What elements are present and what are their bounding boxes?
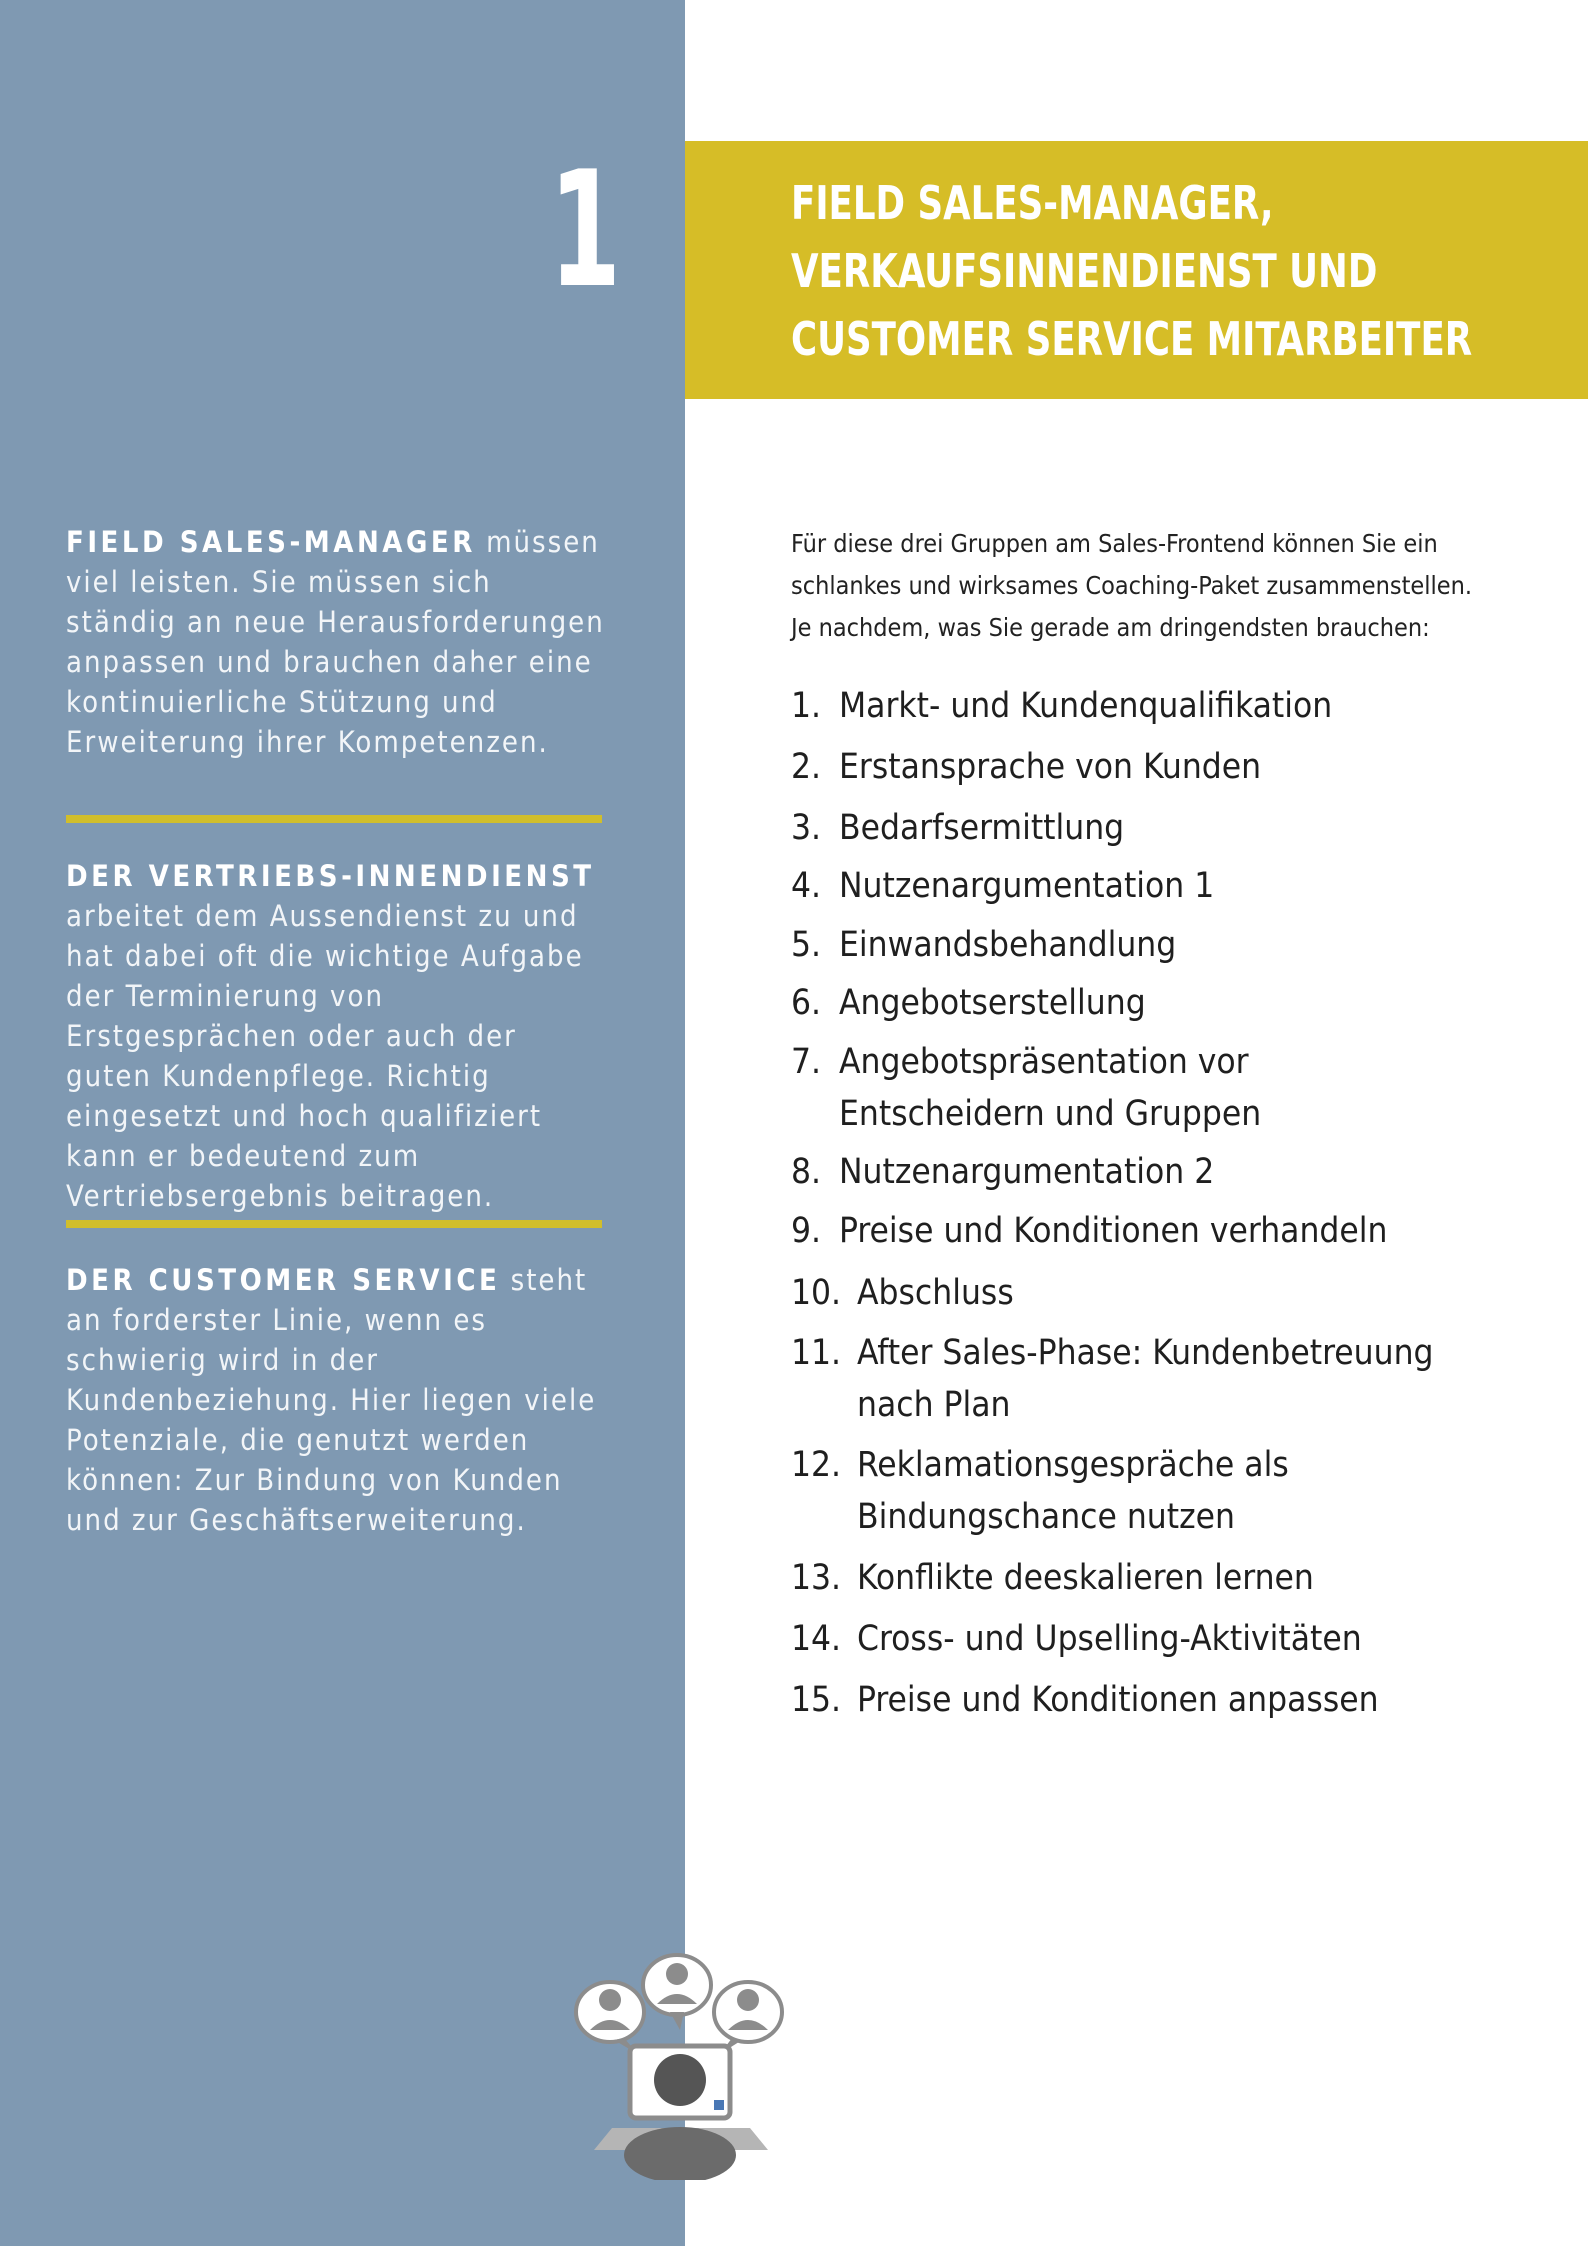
title-line-1: FIELD SALES-MANAGER, — [791, 176, 1274, 230]
list-item-number: 6. — [791, 983, 822, 1023]
list-item-number: 8. — [791, 1152, 822, 1192]
list-item-number: 1. — [791, 686, 822, 726]
innendienst-heading: DER VERTRIEBS-INNENDIENST — [66, 859, 595, 893]
field-sales-block — [66, 522, 606, 762]
title-line-2: VERKAUFSINNENDIENST UND — [791, 244, 1378, 298]
innendienst-block — [66, 856, 606, 1216]
list-item-text: Erstansprache von Kunden — [839, 747, 1262, 787]
field-sales-heading: FIELD SALES-MANAGER — [66, 525, 476, 559]
chapter-number: 1 — [548, 136, 622, 323]
list-item-text: Preise und Konditionen verhandeln — [839, 1211, 1388, 1251]
speech-bubble-right-icon — [714, 1982, 782, 2054]
customer-service-text: steht an forderster Linie, wenn es schwierig wird in der Kundenbeziehung. Hier liegen viele Potenziale, die genutzt werden können: Zur Bindung von Kunden und zur Geschäftserweiterung. — [66, 1263, 597, 1537]
list-item-number: 2. — [791, 747, 822, 787]
customer-service-block — [66, 1260, 606, 1540]
divider-rule — [66, 815, 602, 823]
list-item-text: Bedarfsermittlung — [839, 808, 1125, 848]
list-item-number: 3. — [791, 808, 822, 848]
customer-service-heading: DER CUSTOMER SERVICE — [66, 1263, 501, 1297]
list-item-text: Nutzenargumentation 1 — [839, 866, 1215, 906]
divider-rule — [66, 1220, 602, 1228]
list-item-text: After Sales-Phase: Kundenbetreuung nach Plan — [857, 1333, 1434, 1425]
list-item-text: Markt- und Kundenqualifikation — [839, 686, 1333, 726]
intro-line: Für diese drei Gruppen am Sales-Frontend können Sie ein — [791, 529, 1438, 558]
title-banner — [685, 141, 1588, 399]
title-line-3: CUSTOMER SERVICE MITARBEITER — [791, 312, 1473, 366]
list-item-text: Preise und Konditionen anpassen — [857, 1680, 1379, 1720]
team-coaching-icon — [572, 1950, 792, 2180]
list-item-number: 5. — [791, 925, 822, 965]
field-sales-text: müssen viel leisten. Sie müssen sich ständig an neue Herausforderungen anpassen und brauchen daher eine kontinuierliche Stützung und Erweiterung ihrer Kompetenzen. — [66, 525, 605, 759]
list-item-number: 7. — [791, 1042, 822, 1082]
sidebar-panel — [0, 0, 685, 2246]
list-item-text: Angebotspräsentation vor Entscheidern und Gruppen — [839, 1042, 1262, 1134]
list-item-number: 4. — [791, 866, 822, 906]
intro-line: Je nachdem, was Sie gerade am dringendsten brauchen: — [791, 613, 1430, 642]
list-item-number: 15. — [791, 1680, 842, 1720]
speech-bubble-left-icon — [576, 1982, 644, 2054]
list-item-number: 13. — [791, 1558, 842, 1598]
list-item-text: Nutzenargumentation 2 — [839, 1152, 1215, 1192]
list-item-number: 11. — [791, 1333, 842, 1373]
list-item-number: 9. — [791, 1211, 822, 1251]
list-item-text: Reklamationsgespräche als Bindungschance nutzen — [857, 1445, 1289, 1537]
innendienst-text: arbeitet dem Aussendienst zu und hat dabei oft die wichtige Aufgabe der Terminierung von Erstgesprächen oder auch der guten Kundenpflege. Richtig eingesetzt und hoch qualifiziert kann er bedeutend zum Vertriebsergebnis beitragen. — [66, 899, 584, 1213]
list-item-text: Cross- und Upselling-Aktivitäten — [857, 1619, 1362, 1659]
intro-line: schlankes und wirksames Coaching-Paket zusammenstellen. — [791, 571, 1472, 600]
list-item-number: 12. — [791, 1445, 842, 1485]
intro-paragraph — [791, 523, 1511, 649]
list-item-text: Abschluss — [857, 1273, 1014, 1313]
speech-bubble-center-icon — [643, 1955, 711, 2030]
list-item-text: Angebotserstellung — [839, 983, 1146, 1023]
list-item-number: 14. — [791, 1619, 842, 1659]
list-item-text: Einwandsbehandlung — [839, 925, 1177, 965]
list-item-number: 10. — [791, 1273, 842, 1313]
list-item-text: Konflikte deeskalieren lernen — [857, 1558, 1314, 1598]
